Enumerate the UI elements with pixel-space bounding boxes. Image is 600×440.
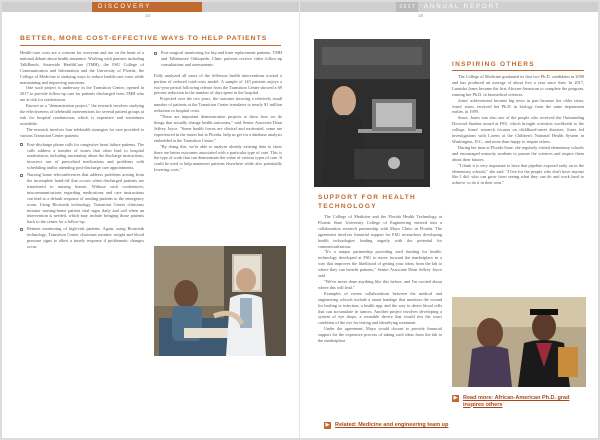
left-column-2 bbox=[154, 50, 282, 240]
related-link[interactable] bbox=[324, 422, 454, 429]
right-page bbox=[300, 2, 598, 438]
bullet-item bbox=[20, 226, 144, 250]
page-headline: BETTER, MORE COST-EFFECTIVE WAYS TO HELP PATIENTS bbox=[20, 35, 268, 42]
bullet-text: Remote monitoring of high-risk patients. Again, using Biotronik technology, Transition Center clinicians monitor weight and blood pressure signs to allow a timely response if problematic changes occur. bbox=[27, 226, 144, 249]
photo-illustration bbox=[154, 246, 286, 356]
annual-report-label: ANNUAL REPORT bbox=[424, 4, 501, 10]
paragraph: Projected over the two years, the outcome showing a relatively small number of patients at the Transition Center translates to nearly $1 million reduction in hospital costs. bbox=[154, 96, 282, 114]
heading-rule bbox=[452, 70, 584, 71]
read-more-label[interactable]: Read more: African-American Ph.D. grad inspires others bbox=[463, 395, 570, 408]
headline-rule bbox=[20, 45, 281, 46]
report-spread bbox=[2, 2, 598, 438]
related-link-label[interactable]: Related: Medicine and engineering team up bbox=[335, 422, 449, 428]
paragraph: During her time at Florida State, she regularly visited elementary schools and encouraged minority students to pursue the sciences and inspire them about their futures. bbox=[452, 144, 584, 162]
bullet-item bbox=[20, 142, 144, 172]
paragraph: Under the agreement, Mayo would choose to provide financial support for the expensive process of taking such ideas from the lab to the marketplace. bbox=[318, 326, 442, 344]
left-page bbox=[2, 2, 300, 438]
paragraph: The College of Medicine graduated its first two Ph.D. candidates in 2008 and has produced an average of about five a year since then. In 2017, Lamisha Jones became the first African-American to complete the program, earning her Ph.D. in biomedical sciences. bbox=[452, 74, 584, 97]
paragraph: The College of Medicine and the Florida Health Technology at Florida State University College of Engineering entered into a collaboration research partnership with Mayo Clinic in Florida. The agreement involves financial support for FSU researchers developing health technologies leading eagerly with the potential for commercialization. bbox=[318, 214, 442, 249]
paragraph: Jones' achievement became big news in part because her older sister, Jones' sister, received her Ph.D. in biology from the same department earlier, in 1999. bbox=[452, 97, 584, 115]
inspiring-heading: INSPIRING OTHERS bbox=[452, 61, 535, 68]
paragraph: "I think it is very important to have that pipeline exposed early on in the elementary schools," she said. "I live for the people who don't have anyone like I did, who can grow from seeing what they can do and work hard to achieve, to do it in their own." bbox=[452, 162, 584, 186]
paragraph: "It's a unique partnership providing seed funding for health-technology developed at FSU to move forward the marketplace in a way that improves the likelihood of getting your ideas from the lab to where they can benefit patients," Senior Associate Dean Jeffrey Joyce said. bbox=[318, 249, 442, 279]
paragraph: "These are important demonstration projects to show how we do things that actually change health outcomes," said Senior Associate Dean Jeffrey Joyce. "Some health forces are clinical and motivated, some are experienced in the issues but at Florida, help us get for a database analysis embedded at the Transition Center." bbox=[154, 114, 282, 143]
read-more-link[interactable] bbox=[452, 395, 588, 408]
inspiring-column bbox=[452, 74, 584, 252]
left-column-1 bbox=[20, 50, 144, 436]
researcher-photo bbox=[314, 39, 430, 187]
graduation-photo bbox=[452, 297, 586, 387]
checkbox-icon bbox=[20, 228, 23, 231]
bullet-text: Nursing home teleconferences that address problems arising from the incomplete hand-off that occurs when discharged patients are transferred to nursing homes. Without such conferences, miscommunications regarding medications and care instructions can lead to a default response of sending patients to the emergency room. Using Biotronik technology, Transition Center clinicians monitor nursing-home patient vital signs daily and call when an intervention is needed, which may include bringing those patients back to the center for a follow-up. bbox=[27, 172, 144, 225]
support-heading: SUPPORT FOR HEALTH TECHNOLOGY bbox=[318, 194, 417, 210]
doctor-patient-photo bbox=[154, 246, 286, 356]
bullet-item bbox=[20, 172, 144, 225]
bullet-item bbox=[154, 50, 282, 68]
checkbox-icon bbox=[20, 174, 23, 177]
paragraph: "By doing this, we're able to analyze already existing data to show there are better outcomes associated with a particular type of care. This is the type of work that can demonstrate the value of various types of care. It could be used to help maneuver patients elsewhere while also potentially lowering costs." bbox=[154, 143, 282, 173]
photo-illustration bbox=[452, 297, 586, 387]
paragraph: "We've never done anything like this before, and I'm excited about where this will lead." bbox=[318, 278, 442, 290]
checkbox-icon bbox=[20, 143, 23, 146]
checkbox-icon bbox=[154, 52, 157, 55]
paragraph: Examples of recent collaborations between the medical and engineering schools include a smart bandage that monitors the wound for healing or infection, a health app, and the way to detect blood cells that can accumulate in tumors. Another project involves developing a system of eye drops, a wearable device that would test the exact condition of the eye for testing and identifying treatment. bbox=[318, 290, 442, 326]
paragraph: The research involves four telehealth strategies for care provided to various Transition Center patients: bbox=[20, 126, 144, 138]
paragraph: Health-care costs are a concern for everyone and are on the heart of a national debate about health insurance. Working with partners including TalkBench, Statewide HealthCare (TMH), the FSU College of Communication and Information and the University of Florida, the College of Medicine is studying ways to reduce health-care costs while maintaining and improving outcomes. bbox=[20, 50, 144, 85]
page-number: 19 bbox=[418, 13, 424, 18]
paragraph: Known as a "demonstration project," the research involves studying the effectiveness of telehealth interventions for several patient groups at risk for hospital readmission, which is expensive and sometimes avoidable. bbox=[20, 103, 144, 126]
arrow-right-icon: ▶ bbox=[325, 422, 330, 429]
section-tab: DISCOVERY bbox=[92, 2, 202, 12]
support-column bbox=[318, 214, 442, 410]
paragraph: Fully analyzed all users of the Jefferson health interventions toward a portion of reduced total-costs model. A sample of 143 patients enjoys a two-year period following release from the Transition Center showed a 69 percent reduction in the number of days spent in the hospital. bbox=[154, 72, 282, 96]
year-tab: 2 0 1 7 bbox=[396, 2, 418, 12]
page-number: 18 bbox=[145, 13, 151, 18]
bullet-text: Post-discharge phone calls for congestive heart failure patients. The calls address a number of issues that often lead to hospital readmission, including uncertainty about the discharge instructions, incorrect use of prescribed medications and problems with scheduling and/or attending post-discharge care appointments. bbox=[27, 141, 144, 171]
paragraph: Since, Jones was also one of the people who received the Outstanding Doctoral Student award at FSU, which brought scientists worldwide to the college. Jones' research focuses on childhood-onset diseases, Jones led investigations with Lorem at the Children's National Health System in Washington, D.C., and more than happy to inspire others. bbox=[452, 115, 584, 144]
photo-illustration bbox=[314, 39, 430, 187]
paragraph: One such project is underway in the Transition Center, opened in 2017 to provide follow-up care for patients discharged from TMH who are at risk for readmission. bbox=[20, 85, 144, 103]
arrow-right-icon: ▶ bbox=[453, 395, 458, 402]
bullet-text: Post-surgical monitoring for hip and knee replacement patients. TMH and Tallahassee Orthopedic Clinic patients receive video follow-up consultations and assessments. bbox=[161, 50, 282, 67]
